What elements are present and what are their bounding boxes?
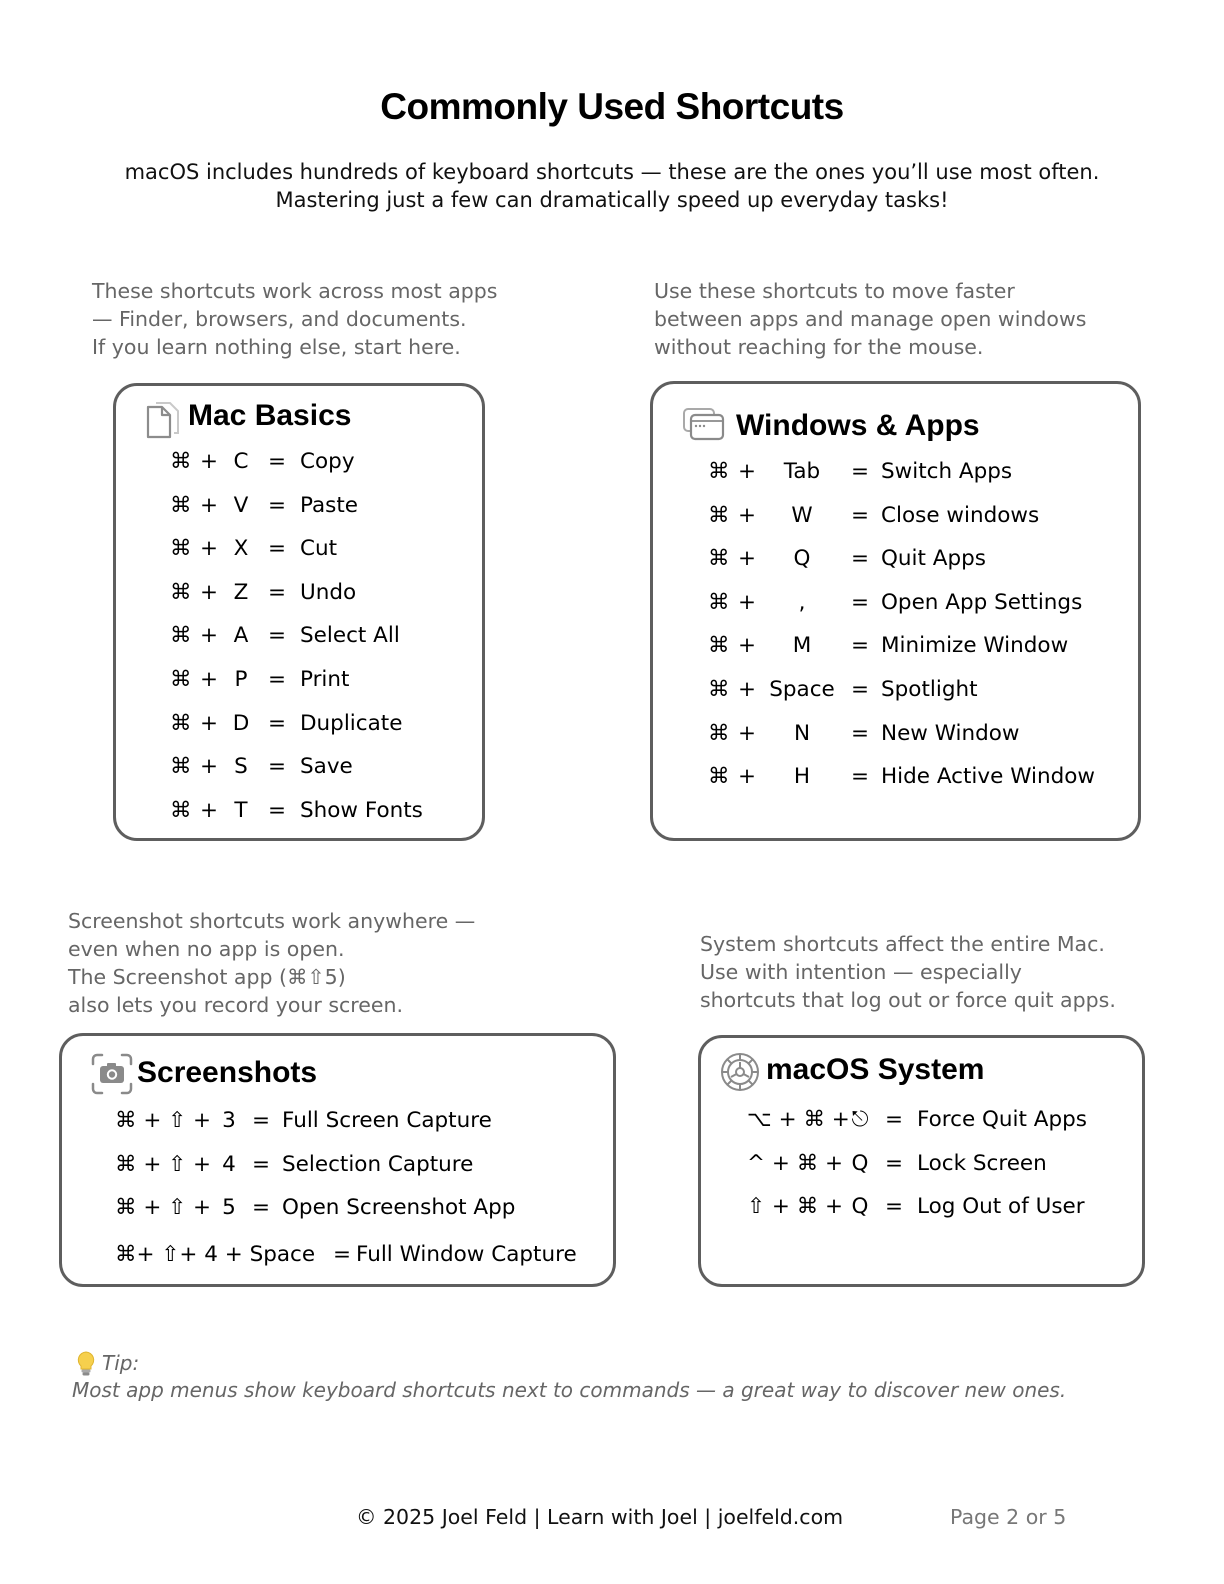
command-key: ⌘ (170, 579, 192, 605)
desc-line: Use these shortcuts to move faster (654, 279, 1015, 303)
desc-line: between apps and manage open windows (654, 307, 1087, 331)
shortcut-row (653, 755, 1133, 799)
windows-icon (681, 406, 727, 444)
shortcut-action: Open App Settings (881, 589, 1083, 615)
basics-description (92, 277, 498, 361)
equals-sign: = (885, 1194, 904, 1220)
shortcut-action: Spotlight (881, 677, 978, 702)
plus-sign: + (200, 449, 219, 474)
shortcut-row (62, 1143, 602, 1187)
desc-line: even when no app is open. (68, 937, 345, 961)
shortcut-action: Selection Capture (282, 1151, 474, 1177)
command-key: ⌘ (708, 720, 730, 746)
shortcut-keys: ⌥ + ⌘ + (747, 1107, 850, 1132)
shortcut-key: 3 (222, 1108, 236, 1133)
card-title: macOS System (766, 1053, 985, 1086)
equals-sign: = (885, 1107, 904, 1132)
desc-line: — Finder, browsers, and documents. (92, 307, 467, 331)
shortcut-key: 4 (222, 1151, 236, 1177)
mac-basics-card (113, 383, 485, 841)
gear-icon (718, 1050, 762, 1094)
shortcut-action: Show Fonts (300, 797, 423, 823)
system-description (700, 930, 1116, 1014)
equals-sign: = (268, 710, 287, 736)
desc-line: Screenshot shortcuts work anywhere — (68, 909, 476, 933)
shortcut-key: Q (851, 1150, 869, 1176)
shortcut-keys: ^ + ⌘ + (747, 1150, 844, 1176)
equals-sign: = (268, 797, 287, 823)
plus-sign: + (738, 502, 757, 528)
desc-line: If you learn nothing else, start here. (92, 335, 461, 359)
shortcut-key: C (233, 449, 249, 474)
intro-line: Mastering just a few can dramatically speed up everyday tasks! (275, 188, 949, 212)
desc-line: Use with intention — especially (700, 960, 1022, 984)
shortcut-action: Switch Apps (881, 459, 1013, 484)
equals-sign: = (252, 1195, 271, 1221)
plus-sign: + (200, 536, 219, 562)
shortcut-action: Open Screenshot App (282, 1195, 516, 1221)
shortcut-action: Select All (300, 623, 400, 649)
shortcut-keys: ⌘+ ⇧+ 4 + Space (115, 1242, 316, 1267)
shortcut-key: 5 (222, 1195, 236, 1221)
equals-sign: = (268, 623, 287, 649)
shortcut-row (116, 702, 476, 746)
command-key: ⌘ (708, 502, 730, 528)
shortcut-key: Q (793, 546, 811, 572)
shortcut-action: Paste (300, 492, 359, 518)
shortcut-keys: ⌘ + ⇧ + (115, 1195, 212, 1221)
page-number: Page 2 or 5 (950, 1505, 1067, 1529)
command-key: ⌘ (170, 623, 192, 649)
shortcut-key: T (234, 797, 248, 823)
shortcut-keys: ⇧ + ⌘ + (747, 1194, 844, 1220)
shortcut-row (653, 537, 1133, 581)
shortcut-key: Space (769, 677, 835, 702)
shortcut-row (701, 1142, 1131, 1186)
shortcut-row (701, 1098, 1131, 1142)
windows-apps-card (650, 381, 1141, 841)
tip-text: Most app menus show keyboard shortcuts next to commands — a great way to discover new ones. (72, 1378, 1067, 1402)
shortcut-row (116, 527, 476, 571)
shortcut-action: Log Out of User (917, 1194, 1085, 1220)
desc-line: These shortcuts work across most apps (92, 279, 498, 303)
plus-sign: + (738, 720, 757, 746)
shortcut-row (653, 450, 1133, 494)
command-key: ⌘ (708, 459, 730, 484)
shortcut-key: N (793, 720, 811, 746)
desc-line: shortcuts that log out or force quit apps. (700, 988, 1116, 1012)
equals-sign: = (851, 459, 870, 484)
shortcut-keys: ⌘ + ⇧ + (115, 1108, 212, 1133)
shortcut-key: P (234, 667, 248, 692)
screenshots-card (59, 1033, 616, 1287)
command-key: ⌘ (170, 492, 192, 518)
shortcut-row (653, 668, 1133, 712)
shortcut-key: A (233, 623, 249, 649)
equals-sign: = (851, 633, 870, 659)
command-key: ⌘ (708, 546, 730, 572)
shortcut-action: Force Quit Apps (917, 1107, 1087, 1132)
document-icon (144, 399, 182, 439)
equals-sign: = (851, 764, 870, 790)
plus-sign: + (738, 633, 757, 659)
lightbulb-icon (76, 1350, 96, 1378)
card-title: Screenshots (137, 1056, 318, 1089)
plus-sign: + (200, 797, 219, 823)
shortcut-action: New Window (881, 720, 1020, 746)
equals-sign: = (268, 667, 287, 692)
shortcut-action: Duplicate (300, 710, 403, 736)
equals-sign: = (268, 536, 287, 562)
equals-sign: = (851, 720, 870, 746)
plus-sign: + (200, 623, 219, 649)
shortcut-action: Copy (300, 449, 355, 474)
plus-sign: + (738, 764, 757, 790)
shortcut-row (62, 1186, 602, 1230)
windows-description (654, 277, 1086, 361)
command-key: ⌘ (170, 667, 192, 692)
shortcut-action: Close windows (881, 502, 1040, 528)
plus-sign: + (200, 667, 219, 692)
desc-line: The Screenshot app (⌘⇧5) (68, 965, 346, 989)
equals-sign: = (268, 492, 287, 518)
intro-line: macOS includes hundreds of keyboard shortcuts — these are the ones you’ll use most often. (124, 160, 1100, 184)
page-title: Commonly Used Shortcuts (380, 86, 844, 127)
shortcut-action: Full Screen Capture (282, 1108, 492, 1133)
command-key: ⌘ (708, 589, 730, 615)
shortcut-key: ⎋ (851, 1107, 869, 1132)
shortcut-action: Full Window Capture (356, 1242, 577, 1267)
shortcut-row (116, 745, 476, 789)
equals-sign: = (851, 546, 870, 572)
plus-sign: + (200, 579, 219, 605)
shortcut-action: Cut (300, 536, 338, 562)
plus-sign: + (200, 710, 219, 736)
shortcut-row (116, 614, 476, 658)
shortcut-row (653, 712, 1133, 756)
footer-credit: © 2025 Joel Feld | Learn with Joel | joelfeld.com (356, 1505, 844, 1529)
shortcut-action: Lock Screen (917, 1150, 1047, 1176)
shortcut-action: Quit Apps (881, 546, 986, 572)
desc-line: also lets you record your screen. (68, 993, 403, 1017)
shortcut-keys: ⌘ + ⇧ + (115, 1151, 212, 1177)
command-key: ⌘ (170, 754, 192, 780)
command-key: ⌘ (170, 536, 192, 562)
card-title: Windows & Apps (736, 409, 980, 442)
shortcut-key: V (233, 492, 249, 518)
shortcut-row (653, 581, 1133, 625)
plus-sign: + (738, 677, 757, 702)
command-key: ⌘ (170, 797, 192, 823)
equals-sign: = (851, 589, 870, 615)
shortcut-key: D (232, 710, 250, 736)
shortcut-row (701, 1185, 1131, 1229)
desc-line: System shortcuts affect the entire Mac. (700, 932, 1105, 956)
equals-sign: = (851, 502, 870, 528)
shortcut-row (62, 1099, 602, 1143)
command-key: ⌘ (708, 764, 730, 790)
command-key: ⌘ (708, 677, 730, 702)
shortcut-action: Print (300, 667, 350, 692)
shortcut-key: X (233, 536, 249, 562)
shortcut-row (116, 789, 476, 833)
shortcut-action: Minimize Window (881, 633, 1069, 659)
equals-sign: = (268, 754, 287, 780)
command-key: ⌘ (170, 710, 192, 736)
shortcut-row (116, 571, 476, 615)
command-key: ⌘ (708, 633, 730, 659)
tip-label: Tip: (102, 1351, 140, 1375)
shortcut-row (653, 624, 1133, 668)
shortcut-action: Save (300, 754, 353, 780)
plus-sign: + (738, 589, 757, 615)
shortcut-row (116, 484, 476, 528)
shortcut-row (116, 440, 476, 484)
shortcut-row (653, 494, 1133, 538)
shortcut-action: Hide Active Window (881, 764, 1095, 790)
shortcut-key: S (234, 754, 248, 780)
desc-line: without reaching for the mouse. (654, 335, 984, 359)
equals-sign: = (851, 677, 870, 702)
command-key: ⌘ (170, 449, 192, 474)
shortcut-key: , (798, 589, 806, 615)
equals-sign: = (333, 1242, 352, 1267)
equals-sign: = (268, 579, 287, 605)
shortcut-action: Undo (300, 579, 357, 605)
shortcut-key: M (792, 633, 812, 659)
plus-sign: + (200, 492, 219, 518)
screenshots-description (68, 907, 475, 1019)
card-title: Mac Basics (188, 399, 352, 432)
plus-sign: + (738, 459, 757, 484)
equals-sign: = (885, 1150, 904, 1176)
shortcut-key: H (793, 764, 811, 790)
equals-sign: = (252, 1151, 271, 1177)
intro-text (0, 158, 1224, 214)
shortcut-key: W (791, 502, 813, 528)
plus-sign: + (200, 754, 219, 780)
camera-icon (90, 1052, 134, 1096)
shortcut-row (62, 1233, 602, 1277)
shortcut-key: Z (233, 579, 249, 605)
shortcut-row (116, 658, 476, 702)
shortcut-key: Tab (783, 459, 821, 484)
macos-system-card (698, 1035, 1145, 1287)
plus-sign: + (738, 546, 757, 572)
equals-sign: = (252, 1108, 271, 1133)
shortcut-key: Q (851, 1194, 869, 1220)
equals-sign: = (268, 449, 287, 474)
